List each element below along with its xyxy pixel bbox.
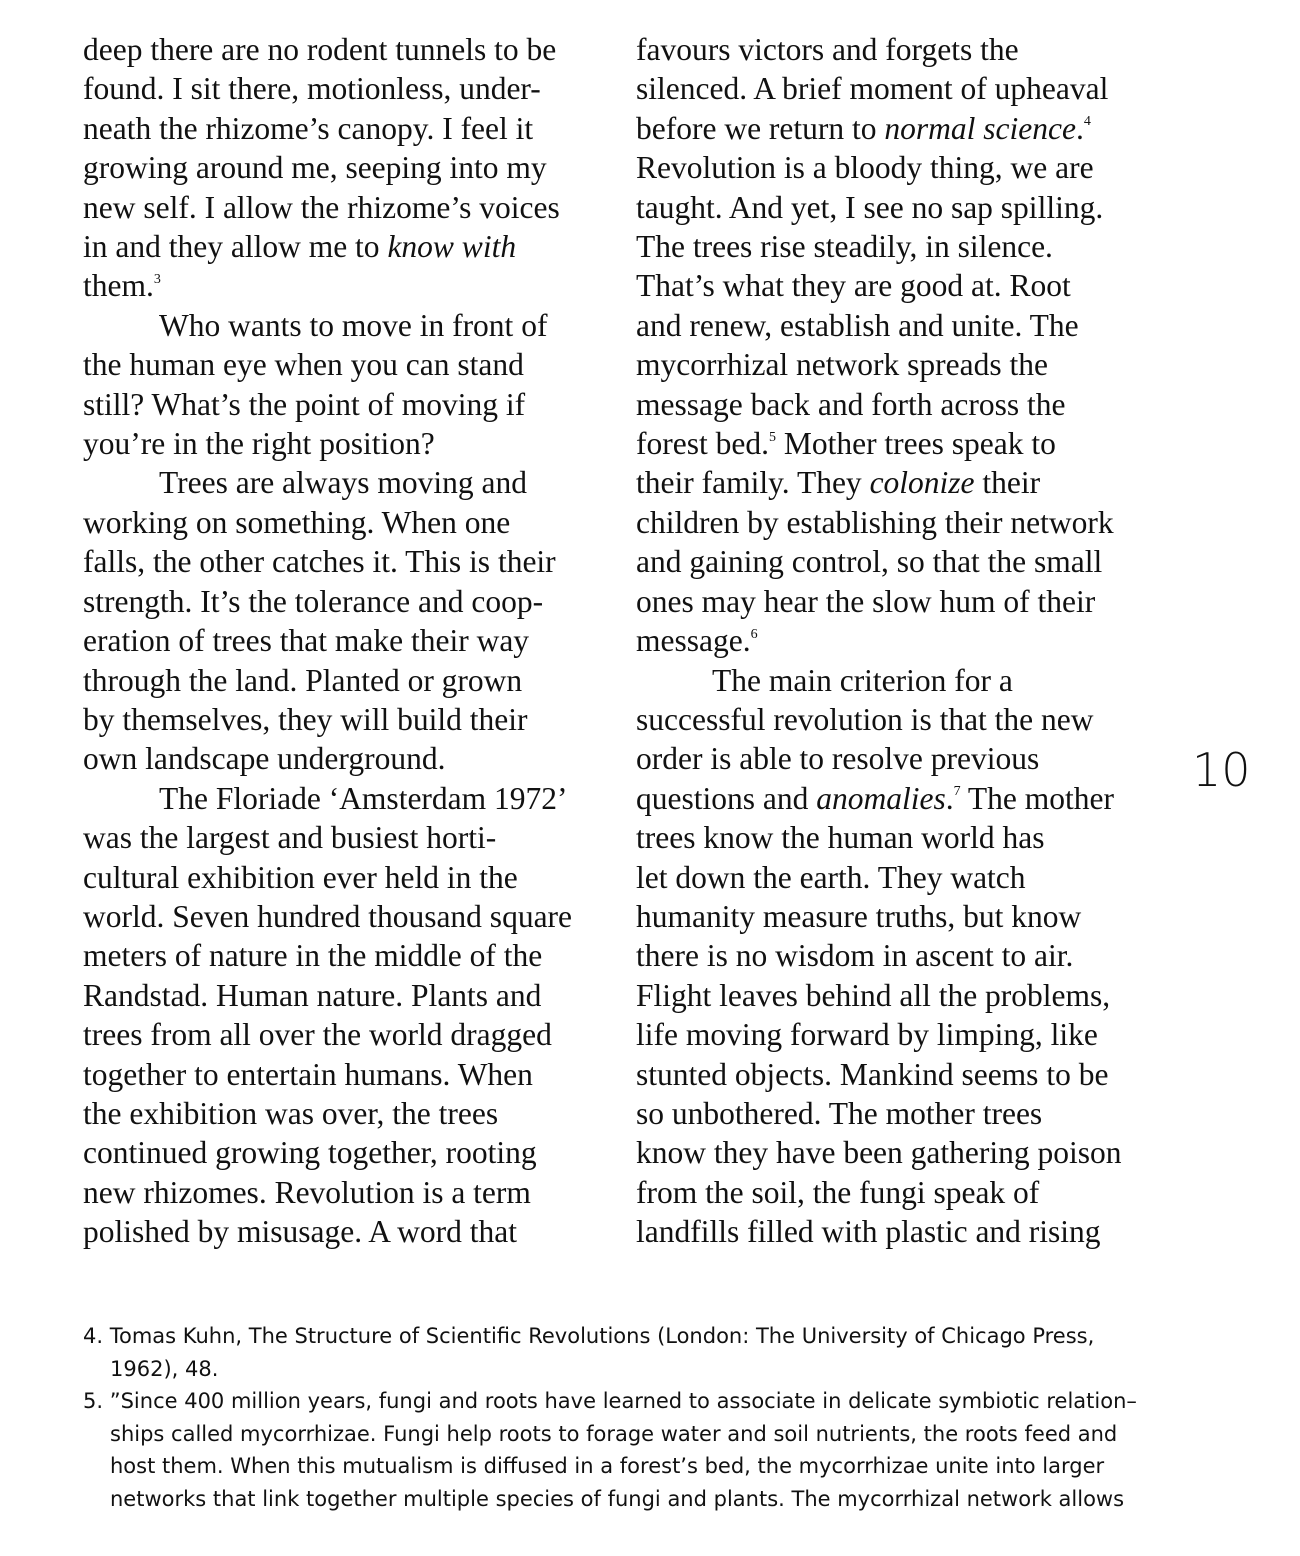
text-line	[83, 542, 603, 581]
text-run: taught. And yet, I see no sap spilling.	[636, 189, 1104, 225]
text-line	[636, 30, 1156, 69]
italic-text: normal science	[884, 110, 1076, 146]
body-text-left-column	[83, 30, 603, 1252]
text-run: the exhibition was over, the trees	[83, 1095, 499, 1131]
footnote-reference: 5	[768, 429, 776, 445]
text-run: landfills filled with plastic and rising	[636, 1214, 1101, 1250]
italic-text: know with	[387, 229, 517, 265]
text-run: eration of trees that make their way	[83, 623, 530, 659]
text-run: questions and	[636, 780, 817, 816]
text-run: strength. It’s the tolerance and coop-	[83, 583, 544, 619]
footnote-reference: 6	[750, 626, 758, 642]
text-line	[636, 1173, 1156, 1212]
text-line	[83, 385, 603, 424]
text-run: message.	[636, 623, 751, 659]
italic-text: colonize	[869, 465, 975, 501]
text-line	[83, 69, 603, 108]
text-line	[83, 621, 603, 660]
text-run: was the largest and busiest horti-	[83, 820, 497, 856]
text-line	[636, 1094, 1156, 1133]
footnote-reference: 3	[153, 271, 161, 287]
text-line	[83, 700, 603, 739]
text-line	[83, 1212, 603, 1251]
text-run: silenced. A brief moment of upheaval	[636, 71, 1109, 107]
text-run: That’s what they are good at. Root	[636, 268, 1071, 304]
text-run: humanity measure truths, but know	[636, 898, 1082, 934]
text-line	[636, 661, 1156, 700]
text-run: the human eye when you can stand	[83, 347, 524, 383]
text-line	[636, 424, 1156, 463]
text-line	[636, 385, 1156, 424]
text-run: Flight leaves behind all the problems,	[636, 977, 1111, 1013]
text-line	[636, 345, 1156, 384]
text-run: neath the rhizome’s canopy. I feel it	[83, 110, 534, 146]
text-line	[636, 621, 1156, 660]
text-line	[636, 109, 1156, 148]
text-run: together to entertain humans. When	[83, 1056, 533, 1092]
text-run: The mother	[960, 780, 1114, 816]
text-line	[83, 148, 603, 187]
text-line	[83, 976, 603, 1015]
italic-text: anomalies	[816, 780, 946, 816]
text-line	[83, 1094, 603, 1133]
text-run: children by establishing their network	[636, 504, 1114, 540]
footnote-line: 4. Tomas Kuhn, The Structure of Scientific Revolutions (London: The University of Chicago Press,	[83, 1324, 1095, 1348]
footnotes	[83, 1320, 1203, 1516]
text-line	[83, 227, 603, 266]
text-line	[636, 897, 1156, 936]
text-run: falls, the other catches it. This is their	[83, 544, 556, 580]
footnote-line: 5. ”Since 400 million years, fungi and roots have learned to associate in delicate symbiotic relation–	[83, 1389, 1137, 1414]
text-run: their	[974, 465, 1041, 501]
text-run: from the soil, the fungi speak of	[636, 1174, 1040, 1210]
text-run: Who wants to move in front of	[159, 307, 548, 343]
text-run: continued growing together, rooting	[83, 1135, 537, 1171]
text-line	[83, 936, 603, 975]
text-run: meters of nature in the middle of the	[83, 938, 543, 974]
text-run: growing around me, seeping into my	[83, 150, 547, 186]
text-line	[636, 936, 1156, 975]
body-text-right-column	[636, 30, 1156, 1252]
text-line	[636, 700, 1156, 739]
text-run: you’re in the right position?	[83, 426, 435, 462]
text-run: know they have been gathering poison	[636, 1135, 1122, 1171]
text-line	[636, 739, 1156, 778]
text-line	[636, 1055, 1156, 1094]
text-run: their family. They	[636, 465, 870, 501]
footnote-line: networks that link together multiple species of fungi and plants. The mycorrhizal network allows	[110, 1486, 1125, 1511]
text-line	[636, 582, 1156, 621]
footnote-line: ships called mycorrhizae. Fungi help roots to forage water and soil nutrients, the roots feed and	[110, 1421, 1118, 1446]
text-run: .	[1075, 110, 1084, 146]
text-line	[83, 503, 603, 542]
text-line	[83, 897, 603, 936]
text-line	[636, 188, 1156, 227]
text-run: The trees rise steadily, in silence.	[636, 229, 1053, 265]
text-run: Revolution is a bloody thing, we are	[636, 150, 1094, 186]
text-run: order is able to resolve previous	[636, 741, 1040, 777]
text-run: cultural exhibition ever held in the	[83, 859, 518, 895]
text-line	[636, 306, 1156, 345]
text-run: let down the earth. They watch	[636, 859, 1026, 895]
text-line	[636, 463, 1156, 502]
text-run: trees know the human world has	[636, 820, 1045, 856]
text-run: there is no wisdom in ascent to air.	[636, 938, 1074, 974]
text-line	[83, 1133, 603, 1172]
footnote-line: 1962), 48.	[110, 1356, 219, 1381]
text-line	[83, 582, 603, 621]
text-line	[83, 858, 603, 897]
text-run: in and they allow me to	[83, 229, 388, 265]
text-run: .	[945, 780, 954, 816]
text-line	[636, 227, 1156, 266]
text-line	[636, 1133, 1156, 1172]
text-line	[83, 1015, 603, 1054]
text-line	[636, 976, 1156, 1015]
text-run: new self. I allow the rhizome’s voices	[83, 189, 560, 225]
text-run: still? What’s the point of moving if	[83, 386, 526, 422]
text-line	[83, 266, 603, 305]
text-line	[636, 542, 1156, 581]
text-run: Mother trees speak to	[775, 426, 1056, 462]
text-run: so unbothered. The mother trees	[636, 1095, 1043, 1131]
text-line	[636, 1212, 1156, 1251]
footnote-reference: 7	[953, 784, 961, 800]
text-run: found. I sit there, motionless, under-	[83, 71, 541, 107]
text-line	[83, 661, 603, 700]
text-run: own landscape underground.	[83, 741, 446, 777]
text-run: working on something. When one	[83, 504, 511, 540]
text-run: favours victors and forgets the	[636, 32, 1019, 67]
footnote-reference: 4	[1083, 114, 1091, 130]
text-run: through the land. Planted or grown	[83, 662, 523, 698]
text-run: The Floriade ‘Amsterdam 1972’	[159, 780, 568, 816]
text-run: and gaining control, so that the small	[636, 544, 1103, 580]
text-run: world. Seven hundred thousand square	[83, 898, 573, 934]
text-line	[636, 858, 1156, 897]
text-line	[83, 779, 603, 818]
text-line	[83, 1173, 603, 1212]
text-line	[83, 739, 603, 778]
text-run: by themselves, they will build their	[83, 701, 528, 737]
text-run: ones may hear the slow hum of their	[636, 583, 1096, 619]
text-run: before we return to	[636, 110, 885, 146]
text-line	[636, 1015, 1156, 1054]
text-line	[83, 463, 603, 502]
text-run: successful revolution is that the new	[636, 701, 1094, 737]
text-run: them.	[83, 268, 154, 304]
text-run: Trees are always moving and	[159, 465, 528, 501]
text-run: forest bed.	[636, 426, 769, 462]
text-run: stunted objects. Mankind seems to be	[636, 1056, 1109, 1092]
text-run: The main criterion for a	[712, 662, 1013, 698]
text-run: trees from all over the world dragged	[83, 1017, 552, 1053]
text-run: deep there are no rodent tunnels to be	[83, 32, 557, 67]
text-line	[636, 69, 1156, 108]
text-line	[83, 30, 603, 69]
text-line	[636, 779, 1156, 818]
text-run: new rhizomes. Revolution is a term	[83, 1174, 531, 1210]
text-line	[636, 266, 1156, 305]
text-run: life moving forward by limping, like	[636, 1017, 1098, 1053]
text-line	[83, 1055, 603, 1094]
text-run: polished by misusage. A word that	[83, 1214, 517, 1250]
text-line	[83, 109, 603, 148]
text-line	[83, 306, 603, 345]
text-line	[83, 345, 603, 384]
text-run: Randstad. Human nature. Plants and	[83, 977, 542, 1013]
text-line	[636, 148, 1156, 187]
text-run: mycorrhizal network spreads the	[636, 347, 1048, 383]
text-run: message back and forth across the	[636, 386, 1066, 422]
footnote-line: host them. When this mutualism is diffused in a forest’s bed, the mycorrhizae unite into larger	[110, 1454, 1105, 1479]
text-line	[83, 188, 603, 227]
page-number: 10	[1192, 743, 1251, 797]
text-line	[83, 818, 603, 857]
text-line	[636, 818, 1156, 857]
text-run: and renew, establish and unite. The	[636, 307, 1079, 343]
text-line	[636, 503, 1156, 542]
text-line	[83, 424, 603, 463]
